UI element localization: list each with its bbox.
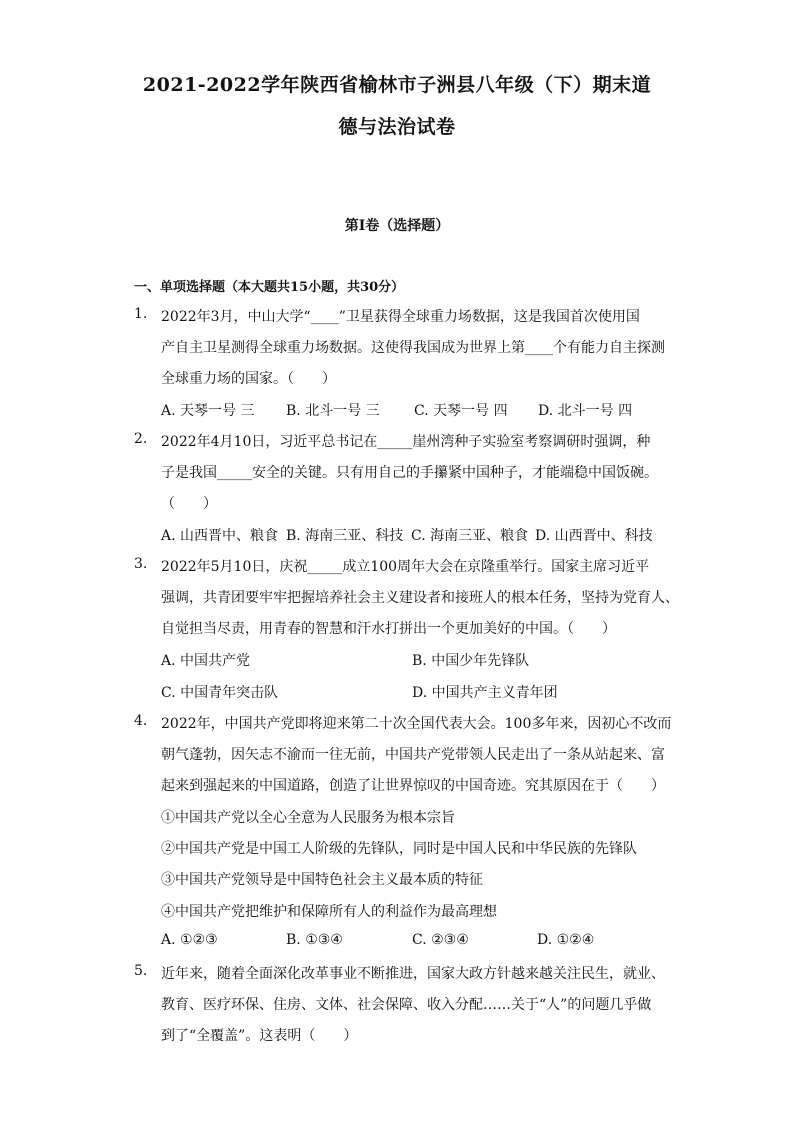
question-number: 2. xyxy=(134,431,148,447)
option-d: D. ①②④ xyxy=(537,932,595,948)
question-number: 1. xyxy=(134,306,148,322)
question-text-line: 近年来，随着全面深化改革事业不断推进，国家大政方针越来越关注民生，就业、 xyxy=(161,966,665,982)
statement-2: ②中国共产党是中国工人阶级的先锋队，同时是中国人民和中华民族的先锋队 xyxy=(161,841,637,857)
question-text-line: 子是我国_____安全的关键。只有用自己的手攥紧中国种子，才能端稳中国饭碗。 xyxy=(161,465,658,481)
option-a: A. 天琴一号 三 xyxy=(161,403,255,419)
question-text-line: （ ） xyxy=(161,496,217,512)
section-title: 第I卷（选择题） xyxy=(344,218,450,234)
question-number: 5. xyxy=(134,963,148,979)
option-d: D. 北斗一号 四 xyxy=(538,403,633,419)
question-number: 3. xyxy=(134,556,148,572)
question-text-line: 到了“全覆盖”。这表明（ ） xyxy=(161,1028,358,1044)
option-c: C. ②③④ xyxy=(412,932,469,948)
option-a: A. ①②③ xyxy=(161,932,218,948)
statement-1: ①中国共产党以全心全意为人民服务为根本宗旨 xyxy=(161,810,455,826)
question-text-line: 强调，共青团要牢牢把握培养社会主义建设者和接班人的根本任务，坚持为党育人、 xyxy=(161,590,679,606)
statement-3: ③中国共产党领导是中国特色社会主义最本质的特征 xyxy=(161,872,483,888)
question-text-line: 朝气蓬勃，因矢志不渝而一往无前，中国共产党带领人民走出了一条从站起来、富 xyxy=(161,747,665,763)
question-text-line: 2022年，中国共产党即将迎来第二十次全国代表大会。100多年来，因初心不改而 xyxy=(161,716,672,732)
option-a: A. 山西晋中、粮食 xyxy=(161,528,279,544)
option-b: B. 北斗一号 三 xyxy=(286,403,380,419)
question-text-line: 起来到强起来的中国道路，创造了让世界惊叹的中国奇迹。究其原因在于（ ） xyxy=(161,778,665,794)
option-b: B. ①③④ xyxy=(286,932,343,948)
question-text-line: 2022年5月10日，庆祝_____成立100周年大会在京隆重举行。国家主席习近平 xyxy=(161,559,650,575)
exam-title-line-2: 德与法治试卷 xyxy=(338,116,456,138)
option-d: D. 中国共产主义青年团 xyxy=(412,685,558,701)
option-a: A. 中国共产党 xyxy=(161,653,251,669)
question-text-line: 教育、医疗环保、住房、文体、社会保障、收入分配……关于“人”的问题几乎做 xyxy=(161,997,652,1013)
option-b: B. 中国少年先锋队 xyxy=(412,653,530,669)
statement-4: ④中国共产党把维护和保障所有人的利益作为最高理想 xyxy=(161,904,497,920)
option-d: D. 山西晋中、科技 xyxy=(535,528,653,544)
question-text-line: 自觉担当尽责，用青春的智慧和汗水打拼出一个更加美好的中国。（ ） xyxy=(161,621,616,637)
question-text-line: 产自主卫星测得全球重力场数据。这使得我国成为世界上第____个有能力自主探测 xyxy=(161,340,665,356)
option-c: C. 海南三亚、粮食 xyxy=(411,528,529,544)
exam-title-line-1: 2021-2022学年陕西省榆林市子洲县八年级（下）期末道 xyxy=(142,74,652,96)
option-c: C. 中国青年突击队 xyxy=(161,685,279,701)
option-c: C. 天琴一号 四 xyxy=(414,403,508,419)
option-b: B. 海南三亚、科技 xyxy=(286,528,404,544)
question-text-line: 全球重力场的国家。（ ） xyxy=(161,371,336,387)
question-text-line: 2022年4月10日，习近平总书记在_____崖州湾种子实验室考察调研时强调，种 xyxy=(161,434,651,450)
question-text-line: 2022年3月，中山大学“____”卫星获得全球重力场数据，这是我国首次使用国 xyxy=(161,309,640,325)
part-heading: 一、单项选择题（本大题共15小题，共30分） xyxy=(134,280,405,295)
question-number: 4. xyxy=(134,713,148,729)
